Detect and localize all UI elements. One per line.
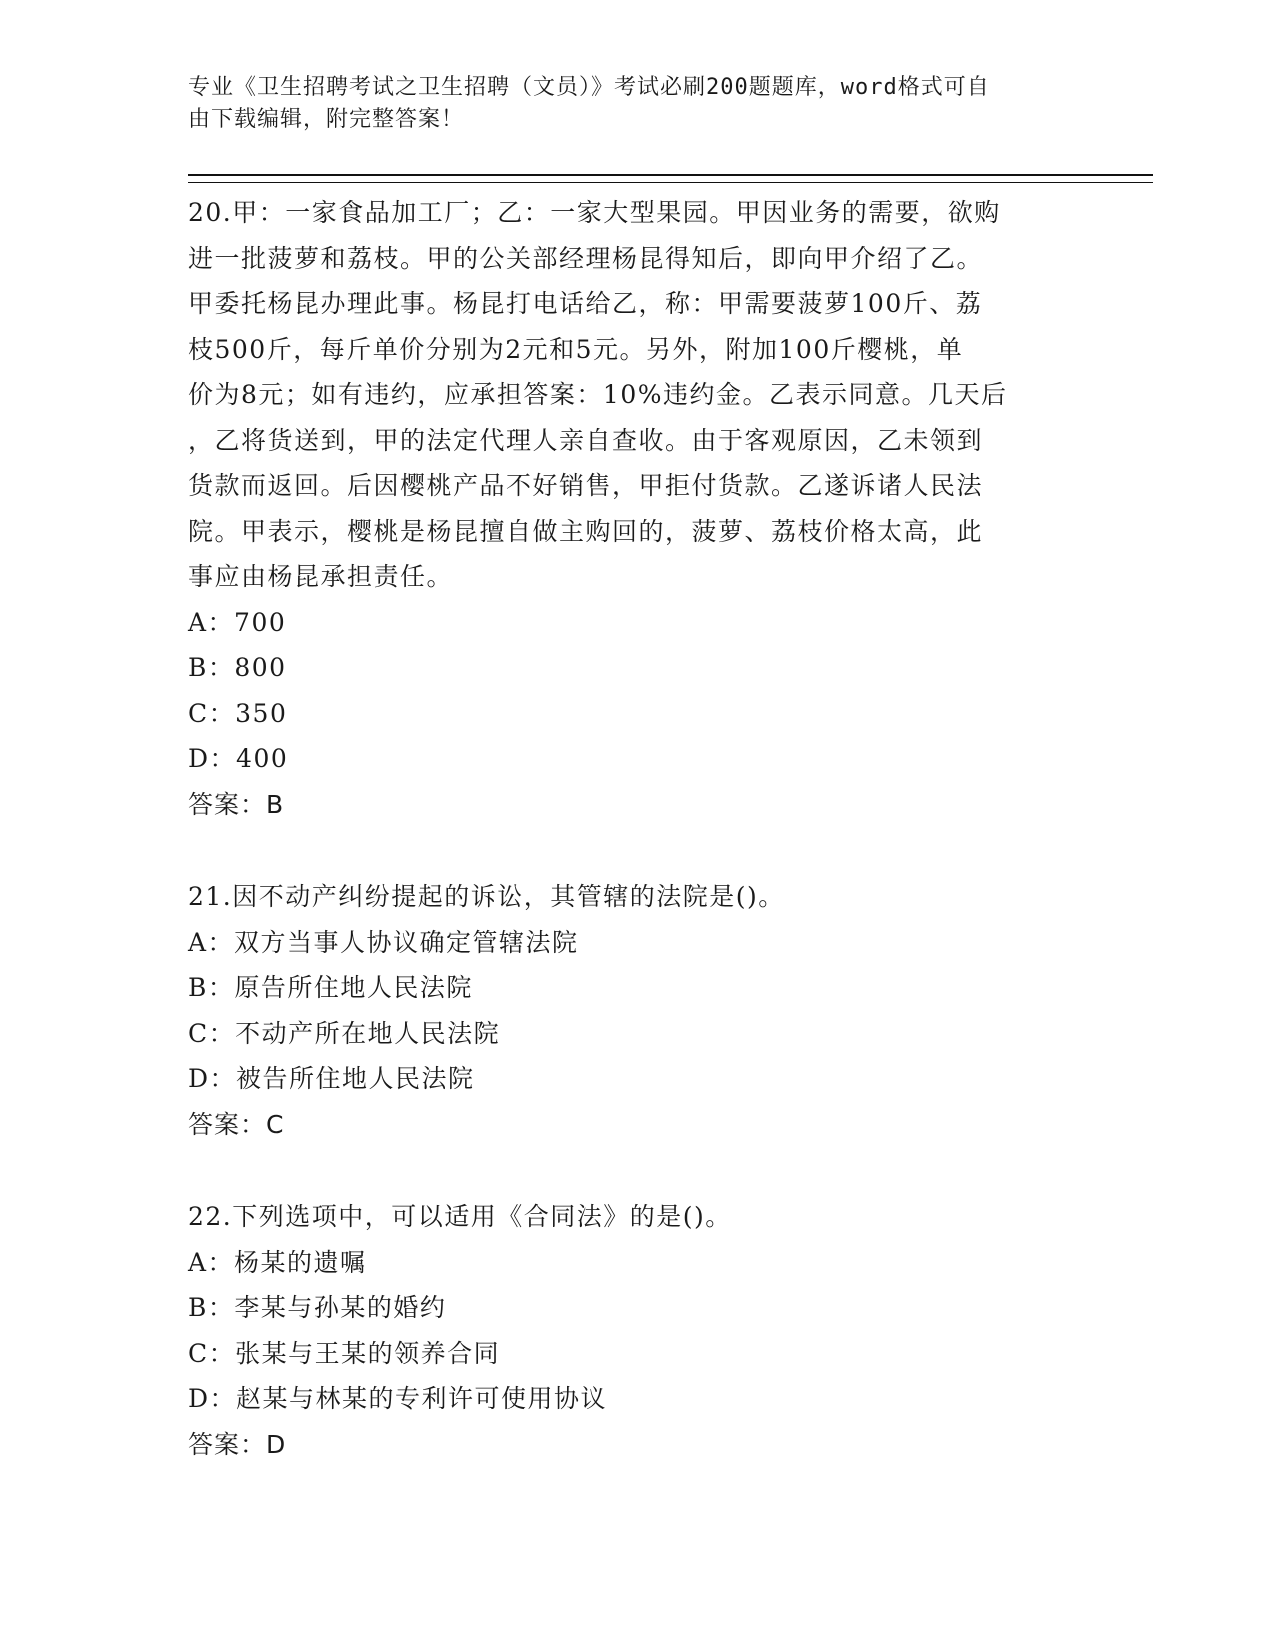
question-stem-line: 21.因不动产纠纷提起的诉讼，其管辖的法院是()。 (188, 882, 785, 911)
header-divider-thick (188, 174, 1153, 176)
question-stem-line: 进一批菠萝和荔枝。甲的公关部经理杨昆得知后，即向甲介绍了乙。 (188, 243, 984, 273)
option-c: C：350 (188, 698, 288, 728)
option-d: D：赵某与林某的专利许可使用协议 (188, 1384, 608, 1413)
question-stem-line: 枝500斤，每斤单价分别为2元和5元。另外，附加100斤樱桃，单 (188, 334, 964, 364)
question-stem-line: ，乙将货送到，甲的法定代理人亲自查收。由于客观原因，乙未领到 (188, 425, 984, 455)
header-divider-thin (188, 182, 1153, 183)
question-20 (188, 190, 1088, 827)
option-b: B：李某与孙某的婚约 (188, 1293, 447, 1322)
question-stem-line: 20.甲：一家食品加工厂；乙：一家大型果园。甲因业务的需要，欲购 (188, 198, 1001, 227)
option-b: B：800 (188, 653, 287, 682)
answer-line: 答案：C (188, 1109, 285, 1139)
option-d: D：400 (188, 744, 289, 773)
header-line-1: 专业《卫生招聘考试之卫生招聘（文员）》考试必刷200题题库，word格式可自 (188, 75, 990, 100)
question-spacer (188, 827, 1088, 874)
option-d: D：被告所住地人民法院 (188, 1064, 475, 1093)
option-b: B：原告所住地人民法院 (188, 973, 473, 1002)
header-line-2: 由下载编辑，附完整答案！ (188, 107, 465, 132)
option-a: A：杨某的遗嘱 (188, 1247, 367, 1277)
option-c: C：张某与王某的领养合同 (188, 1338, 501, 1368)
question-stem-line: 价为8元；如有违约，应承担答案：10%违约金。乙表示同意。几天后 (188, 380, 1008, 409)
question-21 (188, 874, 1088, 1147)
option-c: C：不动产所在地人民法院 (188, 1018, 501, 1048)
document-header (188, 72, 1068, 136)
question-stem-line: 货款而返回。后因樱桃产品不好销售，甲拒付货款。乙遂诉诸人民法 (188, 471, 984, 500)
question-spacer (188, 1147, 1088, 1194)
question-list (188, 190, 1088, 1467)
question-22 (188, 1194, 1088, 1467)
answer-line: 答案：D (188, 1429, 287, 1459)
question-stem-line: 院。甲表示，樱桃是杨昆擅自做主购回的，菠萝、荔枝价格太高，此 (188, 516, 984, 546)
question-stem-line: 22.下列选项中，可以适用《合同法》的是()。 (188, 1202, 732, 1231)
option-a: A：双方当事人协议确定管辖法院 (188, 927, 579, 957)
answer-line: 答案：B (188, 789, 285, 819)
option-a: A：700 (188, 607, 287, 637)
question-stem-line: 事应由杨昆承担责任。 (188, 562, 454, 591)
question-stem-line: 甲委托杨昆办理此事。杨昆打电话给乙，称：甲需要菠萝100斤、荔 (188, 289, 983, 318)
